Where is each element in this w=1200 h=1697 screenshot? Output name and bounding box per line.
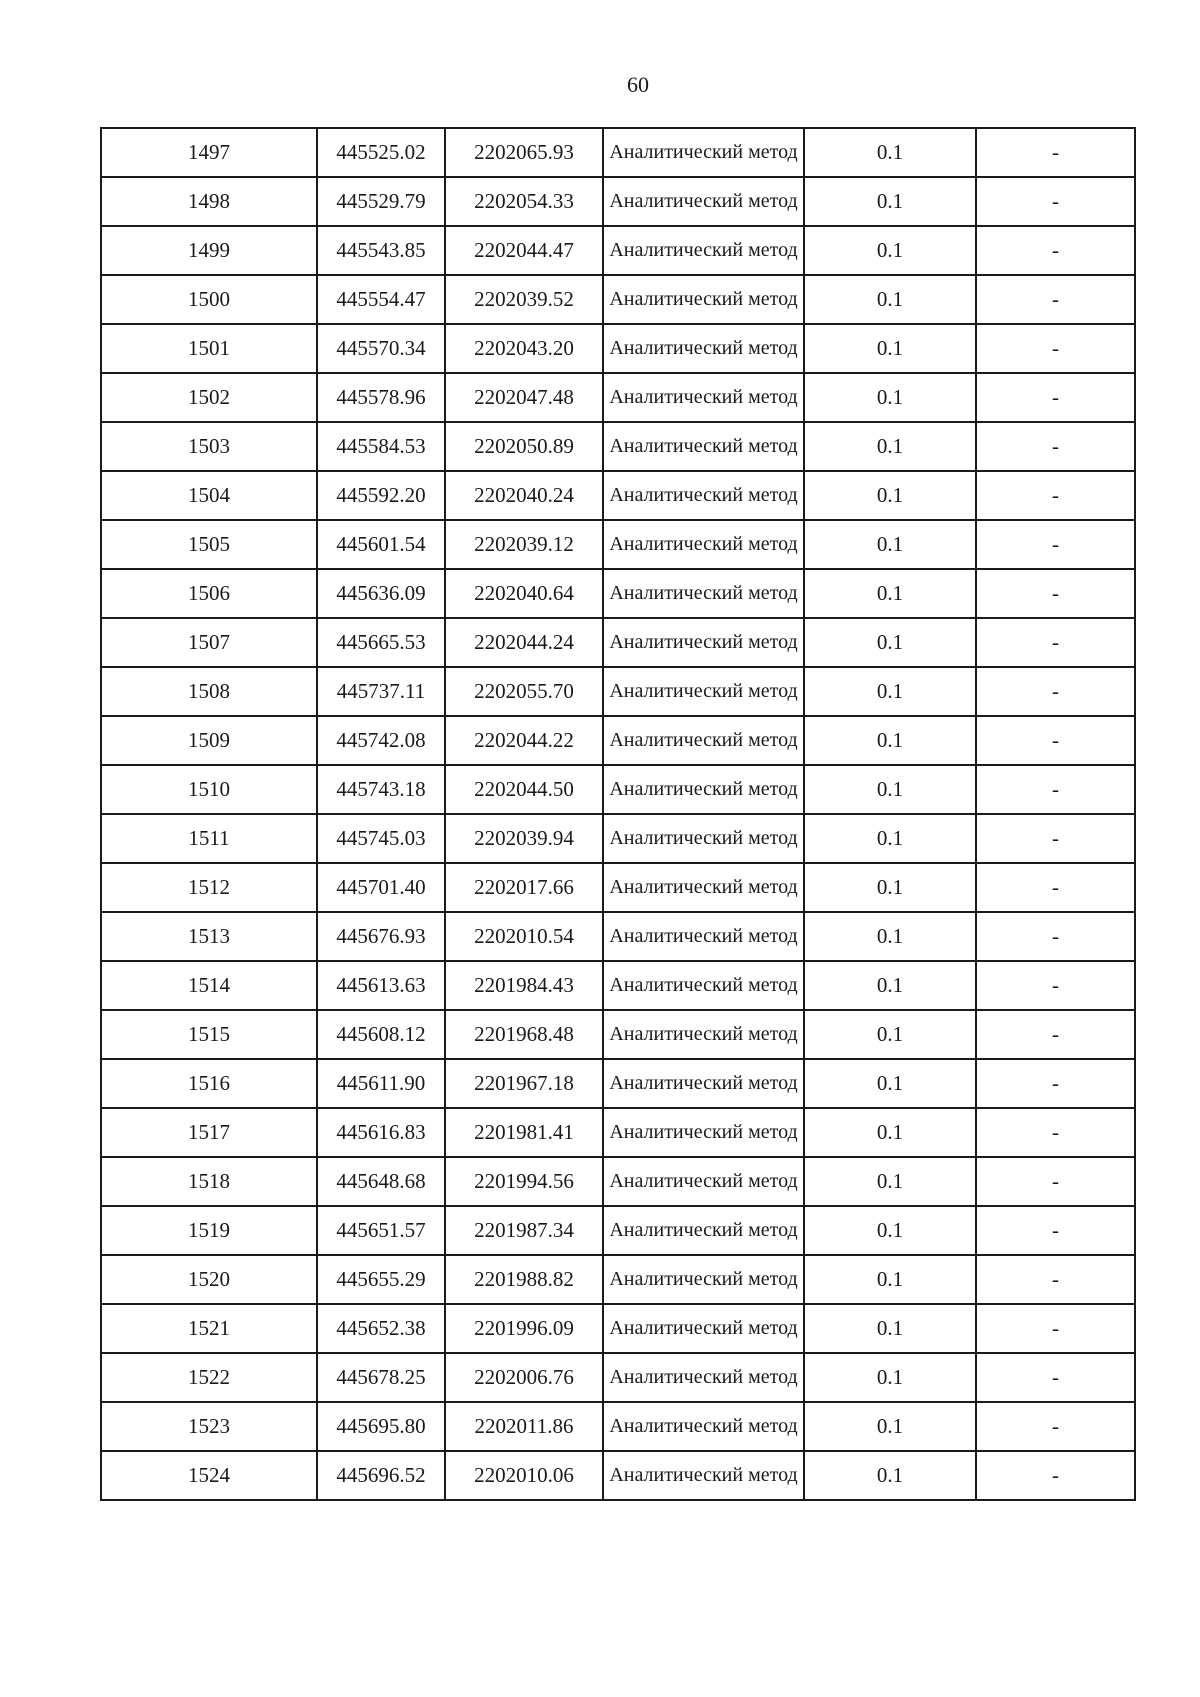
point-number-cell: 1505 bbox=[101, 520, 317, 569]
table-row bbox=[101, 1010, 1135, 1059]
note-cell: - bbox=[976, 471, 1135, 520]
accuracy-cell: 0.1 bbox=[804, 618, 976, 667]
y-coordinate-cell: 2202040.64 bbox=[445, 569, 603, 618]
y-coordinate-cell: 2202044.24 bbox=[445, 618, 603, 667]
point-number-cell: 1513 bbox=[101, 912, 317, 961]
method-cell: Аналитический метод bbox=[603, 373, 804, 422]
note-cell: - bbox=[976, 863, 1135, 912]
x-coordinate-cell: 445655.29 bbox=[317, 1255, 445, 1304]
accuracy-cell: 0.1 bbox=[804, 471, 976, 520]
y-coordinate-cell: 2202044.22 bbox=[445, 716, 603, 765]
table-row bbox=[101, 471, 1135, 520]
point-number-cell: 1521 bbox=[101, 1304, 317, 1353]
accuracy-cell: 0.1 bbox=[804, 716, 976, 765]
method-cell: Аналитический метод bbox=[603, 961, 804, 1010]
note-cell: - bbox=[976, 1157, 1135, 1206]
note-cell: - bbox=[976, 765, 1135, 814]
table-row bbox=[101, 177, 1135, 226]
point-number-cell: 1516 bbox=[101, 1059, 317, 1108]
accuracy-cell: 0.1 bbox=[804, 765, 976, 814]
method-cell: Аналитический метод bbox=[603, 912, 804, 961]
table-row bbox=[101, 618, 1135, 667]
point-number-cell: 1508 bbox=[101, 667, 317, 716]
point-number-cell: 1504 bbox=[101, 471, 317, 520]
x-coordinate-cell: 445676.93 bbox=[317, 912, 445, 961]
table-row bbox=[101, 912, 1135, 961]
note-cell: - bbox=[976, 324, 1135, 373]
accuracy-cell: 0.1 bbox=[804, 128, 976, 177]
x-coordinate-cell: 445737.11 bbox=[317, 667, 445, 716]
accuracy-cell: 0.1 bbox=[804, 1451, 976, 1500]
point-number-cell: 1517 bbox=[101, 1108, 317, 1157]
note-cell: - bbox=[976, 1353, 1135, 1402]
table-row bbox=[101, 716, 1135, 765]
y-coordinate-cell: 2202039.12 bbox=[445, 520, 603, 569]
method-cell: Аналитический метод bbox=[603, 1304, 804, 1353]
method-cell: Аналитический метод bbox=[603, 569, 804, 618]
accuracy-cell: 0.1 bbox=[804, 1059, 976, 1108]
point-number-cell: 1501 bbox=[101, 324, 317, 373]
point-number-cell: 1509 bbox=[101, 716, 317, 765]
y-coordinate-cell: 2201994.56 bbox=[445, 1157, 603, 1206]
table-row bbox=[101, 1451, 1135, 1500]
table-row bbox=[101, 863, 1135, 912]
method-cell: Аналитический метод bbox=[603, 814, 804, 863]
accuracy-cell: 0.1 bbox=[804, 1353, 976, 1402]
method-cell: Аналитический метод bbox=[603, 1451, 804, 1500]
accuracy-cell: 0.1 bbox=[804, 1108, 976, 1157]
coordinates-table bbox=[100, 127, 1136, 1501]
y-coordinate-cell: 2202011.86 bbox=[445, 1402, 603, 1451]
point-number-cell: 1497 bbox=[101, 128, 317, 177]
table-row bbox=[101, 667, 1135, 716]
method-cell: Аналитический метод bbox=[603, 618, 804, 667]
method-cell: Аналитический метод bbox=[603, 471, 804, 520]
coordinates-table-body bbox=[101, 128, 1135, 1500]
accuracy-cell: 0.1 bbox=[804, 275, 976, 324]
x-coordinate-cell: 445543.85 bbox=[317, 226, 445, 275]
x-coordinate-cell: 445652.38 bbox=[317, 1304, 445, 1353]
note-cell: - bbox=[976, 520, 1135, 569]
y-coordinate-cell: 2201987.34 bbox=[445, 1206, 603, 1255]
note-cell: - bbox=[976, 1010, 1135, 1059]
note-cell: - bbox=[976, 128, 1135, 177]
y-coordinate-cell: 2202047.48 bbox=[445, 373, 603, 422]
table-row bbox=[101, 324, 1135, 373]
table-row bbox=[101, 422, 1135, 471]
x-coordinate-cell: 445525.02 bbox=[317, 128, 445, 177]
table-row bbox=[101, 1108, 1135, 1157]
note-cell: - bbox=[976, 961, 1135, 1010]
x-coordinate-cell: 445570.34 bbox=[317, 324, 445, 373]
table-row bbox=[101, 569, 1135, 618]
y-coordinate-cell: 2202017.66 bbox=[445, 863, 603, 912]
y-coordinate-cell: 2202044.47 bbox=[445, 226, 603, 275]
accuracy-cell: 0.1 bbox=[804, 226, 976, 275]
table-row bbox=[101, 961, 1135, 1010]
y-coordinate-cell: 2201996.09 bbox=[445, 1304, 603, 1353]
note-cell: - bbox=[976, 1206, 1135, 1255]
point-number-cell: 1506 bbox=[101, 569, 317, 618]
table-row bbox=[101, 814, 1135, 863]
method-cell: Аналитический метод bbox=[603, 520, 804, 569]
method-cell: Аналитический метод bbox=[603, 1157, 804, 1206]
table-row bbox=[101, 1402, 1135, 1451]
y-coordinate-cell: 2202044.50 bbox=[445, 765, 603, 814]
point-number-cell: 1507 bbox=[101, 618, 317, 667]
note-cell: - bbox=[976, 1451, 1135, 1500]
accuracy-cell: 0.1 bbox=[804, 569, 976, 618]
method-cell: Аналитический метод bbox=[603, 1206, 804, 1255]
y-coordinate-cell: 2201981.41 bbox=[445, 1108, 603, 1157]
y-coordinate-cell: 2202039.52 bbox=[445, 275, 603, 324]
note-cell: - bbox=[976, 1108, 1135, 1157]
y-coordinate-cell: 2202040.24 bbox=[445, 471, 603, 520]
y-coordinate-cell: 2201968.48 bbox=[445, 1010, 603, 1059]
accuracy-cell: 0.1 bbox=[804, 373, 976, 422]
point-number-cell: 1503 bbox=[101, 422, 317, 471]
point-number-cell: 1498 bbox=[101, 177, 317, 226]
y-coordinate-cell: 2202010.06 bbox=[445, 1451, 603, 1500]
method-cell: Аналитический метод bbox=[603, 226, 804, 275]
x-coordinate-cell: 445613.63 bbox=[317, 961, 445, 1010]
table-row bbox=[101, 1353, 1135, 1402]
x-coordinate-cell: 445665.53 bbox=[317, 618, 445, 667]
method-cell: Аналитический метод bbox=[603, 716, 804, 765]
x-coordinate-cell: 445695.80 bbox=[317, 1402, 445, 1451]
method-cell: Аналитический метод bbox=[603, 667, 804, 716]
method-cell: Аналитический метод bbox=[603, 1255, 804, 1304]
point-number-cell: 1502 bbox=[101, 373, 317, 422]
x-coordinate-cell: 445648.68 bbox=[317, 1157, 445, 1206]
page-number: 60 bbox=[627, 72, 649, 97]
y-coordinate-cell: 2202065.93 bbox=[445, 128, 603, 177]
table-row bbox=[101, 1059, 1135, 1108]
table-row bbox=[101, 1255, 1135, 1304]
x-coordinate-cell: 445611.90 bbox=[317, 1059, 445, 1108]
method-cell: Аналитический метод bbox=[603, 1059, 804, 1108]
point-number-cell: 1520 bbox=[101, 1255, 317, 1304]
accuracy-cell: 0.1 bbox=[804, 1402, 976, 1451]
note-cell: - bbox=[976, 226, 1135, 275]
accuracy-cell: 0.1 bbox=[804, 667, 976, 716]
point-number-cell: 1518 bbox=[101, 1157, 317, 1206]
x-coordinate-cell: 445584.53 bbox=[317, 422, 445, 471]
table-row bbox=[101, 373, 1135, 422]
point-number-cell: 1514 bbox=[101, 961, 317, 1010]
method-cell: Аналитический метод bbox=[603, 1108, 804, 1157]
method-cell: Аналитический метод bbox=[603, 1353, 804, 1402]
table-row bbox=[101, 226, 1135, 275]
x-coordinate-cell: 445678.25 bbox=[317, 1353, 445, 1402]
note-cell: - bbox=[976, 912, 1135, 961]
y-coordinate-cell: 2202055.70 bbox=[445, 667, 603, 716]
point-number-cell: 1519 bbox=[101, 1206, 317, 1255]
y-coordinate-cell: 2202039.94 bbox=[445, 814, 603, 863]
x-coordinate-cell: 445651.57 bbox=[317, 1206, 445, 1255]
x-coordinate-cell: 445608.12 bbox=[317, 1010, 445, 1059]
accuracy-cell: 0.1 bbox=[804, 863, 976, 912]
table-row bbox=[101, 275, 1135, 324]
method-cell: Аналитический метод bbox=[603, 1010, 804, 1059]
method-cell: Аналитический метод bbox=[603, 765, 804, 814]
x-coordinate-cell: 445696.52 bbox=[317, 1451, 445, 1500]
y-coordinate-cell: 2202043.20 bbox=[445, 324, 603, 373]
point-number-cell: 1511 bbox=[101, 814, 317, 863]
note-cell: - bbox=[976, 422, 1135, 471]
note-cell: - bbox=[976, 177, 1135, 226]
method-cell: Аналитический метод bbox=[603, 324, 804, 373]
y-coordinate-cell: 2202006.76 bbox=[445, 1353, 603, 1402]
y-coordinate-cell: 2201967.18 bbox=[445, 1059, 603, 1108]
table-row bbox=[101, 520, 1135, 569]
note-cell: - bbox=[976, 569, 1135, 618]
x-coordinate-cell: 445529.79 bbox=[317, 177, 445, 226]
x-coordinate-cell: 445743.18 bbox=[317, 765, 445, 814]
accuracy-cell: 0.1 bbox=[804, 1206, 976, 1255]
accuracy-cell: 0.1 bbox=[804, 912, 976, 961]
accuracy-cell: 0.1 bbox=[804, 814, 976, 863]
table-row bbox=[101, 1304, 1135, 1353]
method-cell: Аналитический метод bbox=[603, 1402, 804, 1451]
accuracy-cell: 0.1 bbox=[804, 520, 976, 569]
x-coordinate-cell: 445616.83 bbox=[317, 1108, 445, 1157]
point-number-cell: 1500 bbox=[101, 275, 317, 324]
note-cell: - bbox=[976, 618, 1135, 667]
accuracy-cell: 0.1 bbox=[804, 1255, 976, 1304]
y-coordinate-cell: 2202010.54 bbox=[445, 912, 603, 961]
accuracy-cell: 0.1 bbox=[804, 1304, 976, 1353]
point-number-cell: 1499 bbox=[101, 226, 317, 275]
method-cell: Аналитический метод bbox=[603, 128, 804, 177]
note-cell: - bbox=[976, 667, 1135, 716]
point-number-cell: 1510 bbox=[101, 765, 317, 814]
x-coordinate-cell: 445636.09 bbox=[317, 569, 445, 618]
x-coordinate-cell: 445742.08 bbox=[317, 716, 445, 765]
x-coordinate-cell: 445745.03 bbox=[317, 814, 445, 863]
point-number-cell: 1523 bbox=[101, 1402, 317, 1451]
table-row bbox=[101, 1157, 1135, 1206]
note-cell: - bbox=[976, 1255, 1135, 1304]
x-coordinate-cell: 445592.20 bbox=[317, 471, 445, 520]
x-coordinate-cell: 445601.54 bbox=[317, 520, 445, 569]
note-cell: - bbox=[976, 814, 1135, 863]
note-cell: - bbox=[976, 275, 1135, 324]
method-cell: Аналитический метод bbox=[603, 863, 804, 912]
point-number-cell: 1512 bbox=[101, 863, 317, 912]
point-number-cell: 1524 bbox=[101, 1451, 317, 1500]
note-cell: - bbox=[976, 1059, 1135, 1108]
y-coordinate-cell: 2201988.82 bbox=[445, 1255, 603, 1304]
y-coordinate-cell: 2202050.89 bbox=[445, 422, 603, 471]
point-number-cell: 1522 bbox=[101, 1353, 317, 1402]
accuracy-cell: 0.1 bbox=[804, 422, 976, 471]
y-coordinate-cell: 2202054.33 bbox=[445, 177, 603, 226]
method-cell: Аналитический метод bbox=[603, 177, 804, 226]
x-coordinate-cell: 445578.96 bbox=[317, 373, 445, 422]
point-number-cell: 1515 bbox=[101, 1010, 317, 1059]
y-coordinate-cell: 2201984.43 bbox=[445, 961, 603, 1010]
table-row bbox=[101, 1206, 1135, 1255]
method-cell: Аналитический метод bbox=[603, 422, 804, 471]
accuracy-cell: 0.1 bbox=[804, 177, 976, 226]
note-cell: - bbox=[976, 373, 1135, 422]
note-cell: - bbox=[976, 1304, 1135, 1353]
note-cell: - bbox=[976, 1402, 1135, 1451]
method-cell: Аналитический метод bbox=[603, 275, 804, 324]
note-cell: - bbox=[976, 716, 1135, 765]
accuracy-cell: 0.1 bbox=[804, 1157, 976, 1206]
x-coordinate-cell: 445701.40 bbox=[317, 863, 445, 912]
table-row bbox=[101, 765, 1135, 814]
accuracy-cell: 0.1 bbox=[804, 1010, 976, 1059]
table-row bbox=[101, 128, 1135, 177]
x-coordinate-cell: 445554.47 bbox=[317, 275, 445, 324]
accuracy-cell: 0.1 bbox=[804, 961, 976, 1010]
accuracy-cell: 0.1 bbox=[804, 324, 976, 373]
